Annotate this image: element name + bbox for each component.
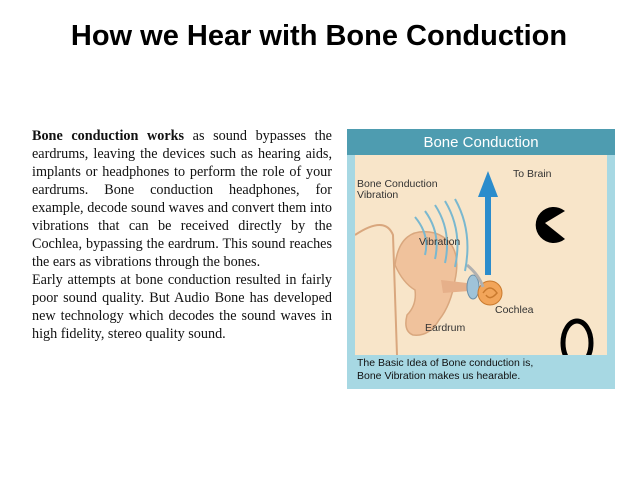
label-bone-conduction (357, 179, 438, 201)
head-outline (355, 225, 397, 355)
body-text (32, 127, 332, 343)
paragraph-2: Early attempts at bone conduction resulted in fairly poor sound quality. But Audio Bone has developed new technology which decodes the sound waves in high fidelity, stereo quality sound. (32, 272, 332, 342)
slide-title: How we Hear with Bone Conduction (70, 20, 568, 52)
oval-symbol-icon (563, 321, 591, 355)
figure-header: Bone Conduction (347, 129, 615, 155)
brain-symbol-icon (536, 207, 565, 243)
label-cochlea: Cochlea (495, 304, 534, 316)
paragraph-1-lead: Bone conduction works (32, 128, 185, 144)
bone-conduction-figure (347, 129, 615, 389)
arrow-head-icon (478, 171, 498, 197)
eardrum-shape (467, 275, 479, 299)
arrow-shaft (485, 195, 491, 275)
label-bone-conduction-line2: Vibration (357, 189, 399, 201)
label-to-brain: To Brain (513, 168, 552, 180)
label-vibration: Vibration (419, 236, 461, 248)
caption-line-2: Bone Vibration makes us hearable. (357, 370, 521, 382)
label-bone-conduction-line1: Bone Conduction (357, 178, 438, 190)
paragraph-1 (32, 127, 332, 271)
figure-panel (355, 155, 607, 355)
label-eardrum: Eardrum (425, 322, 466, 334)
paragraph-1-rest: as sound bypasses the eardrums, leaving the devices such as hearing aids, implants or headphones to perform the role of your eardrums. Bone conduction headphones, for example, decode sound waves and convert them into vibrations that can be received directly by the Cochlea, bypassing the eardrum. This sound reaches the ears as vibrations through the bones. (32, 128, 332, 270)
ear-canal (441, 280, 469, 293)
figure-caption (357, 357, 609, 383)
caption-line-1: The Basic Idea of Bone conduction is, (357, 357, 534, 369)
